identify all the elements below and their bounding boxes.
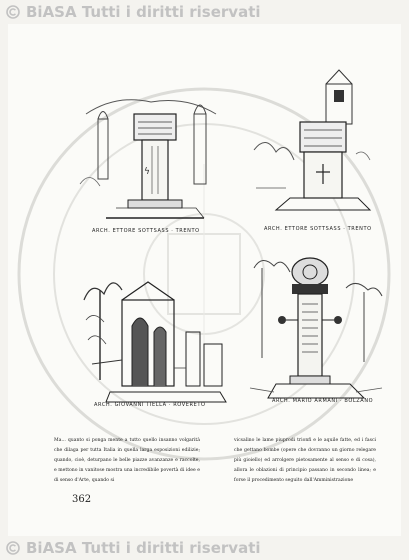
figure-caption-2: ARCH. ETTORE SOTTSASS · TRENTO: [264, 226, 372, 232]
copyright-icon: [6, 541, 20, 555]
watermark-banner-top: [0, 0, 409, 24]
watermark-text: BiASA Tutti i diritti riservati: [26, 539, 261, 557]
copyright-icon: [6, 5, 20, 19]
figure-archway-tiella: [82, 260, 232, 410]
body-text-right-column: [234, 436, 376, 486]
paragraph-right: vicsalino le lame piuprodi trionfi e le aquile fatte, ed i fasci che gettano bombe (opere che dovranno un giorno relegare più gioiello) ed arrolgere pietosamente al senso e di cosa), allora le oblazioni di principio passano in secondo linea; e forse il procedimento seguito dall'Amministrazione: [234, 438, 376, 483]
figure-caption-4: ARCH. MARIO ARMANI · BOLZANO: [272, 398, 374, 404]
watermark-text: BiASA Tutti i diritti riservati: [26, 3, 261, 21]
paragraph-left: Ma... quanto si ponga mente a tutto quello insanno volgarità che dilaga per tutta Italia in quella larga esposizioni edilizie; quando, cioè, deturpano le belle piazze avanzanze e raccolte, e mettono in vanitose mostra una incredibile povertà di idee e di senso d'Arte, quando si: [54, 438, 200, 483]
body-text-left-column: [54, 436, 200, 486]
figure-monument-sottsass-1: [76, 74, 226, 224]
figure-caption-1: ARCH. ETTORE SOTTSASS · TRENTO: [92, 228, 200, 234]
figure-caption-3: ARCH. GIOVANNI TIELLA · ROVERETO: [94, 402, 206, 408]
svg-text:ϟ: ϟ: [144, 167, 150, 177]
figure-column-armani: [246, 248, 386, 408]
page-number: 362: [72, 494, 92, 505]
watermark-banner-bottom: [0, 536, 409, 560]
scanned-page: [8, 24, 401, 536]
figure-monument-sottsass-2: [246, 64, 376, 224]
